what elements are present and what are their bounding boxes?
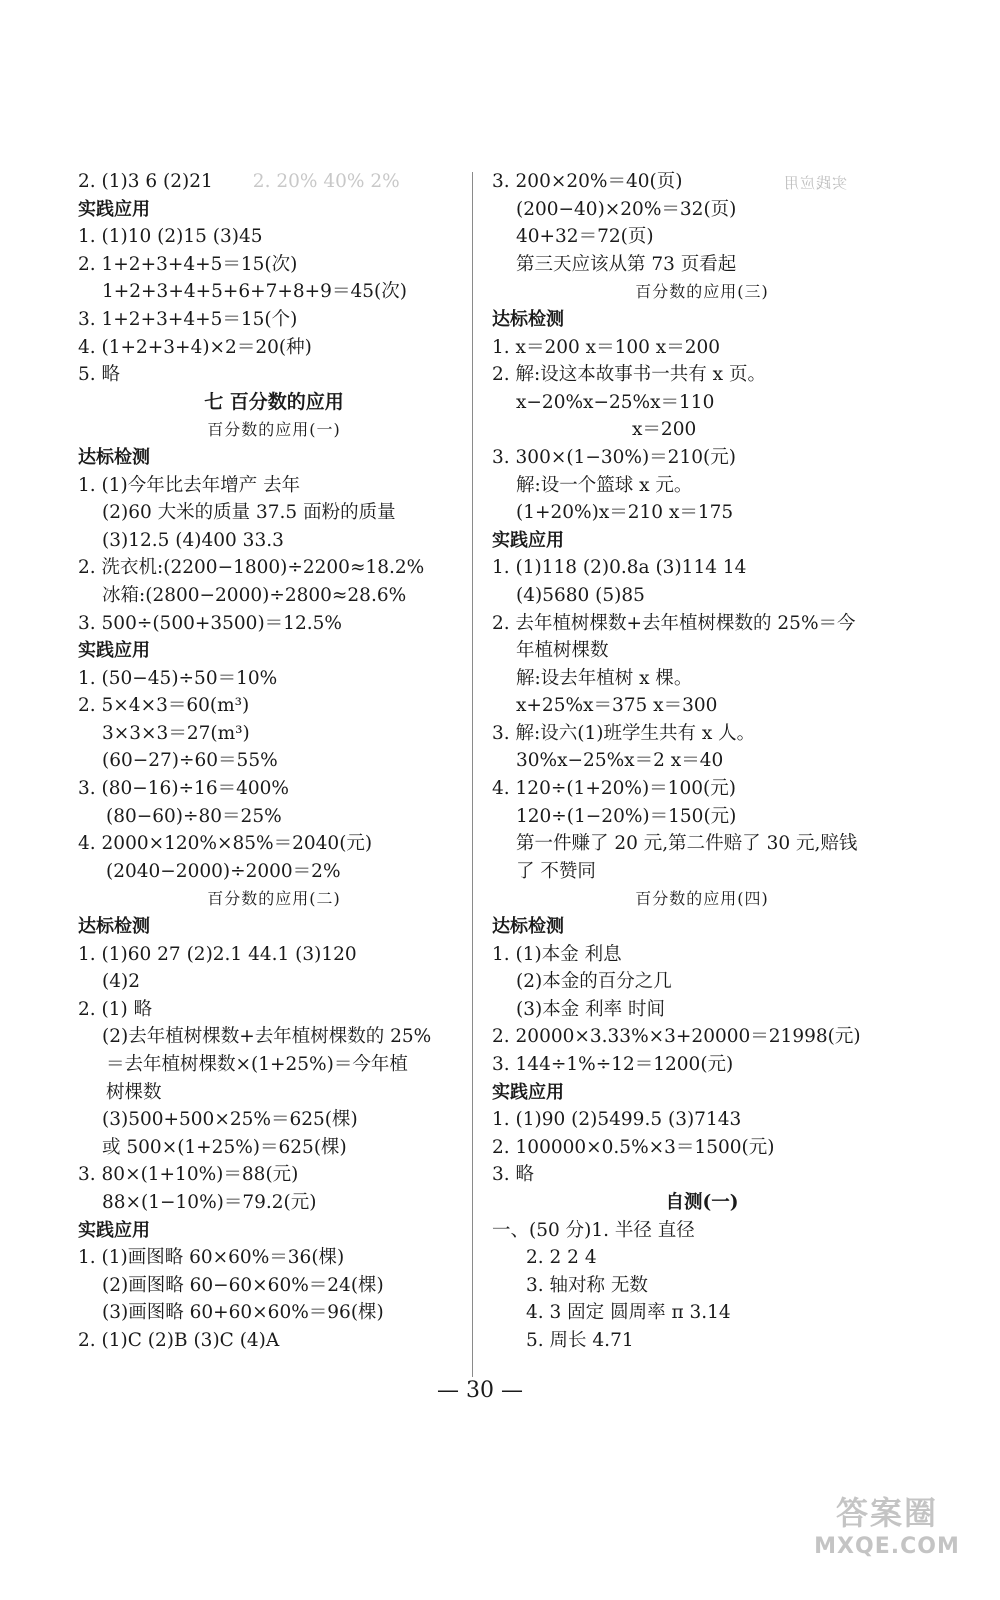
- section-heading: 达标检测: [492, 916, 564, 938]
- answer-line: 1. (1)本金 利息: [492, 943, 622, 965]
- answer-line: 4. 120÷(1+20%)＝100(元): [492, 778, 736, 800]
- answer-line: (3)本金 利率 时间: [516, 998, 665, 1020]
- section-subtitle: 百分数的应用(二): [207, 889, 341, 909]
- bleed-through-text: 2. 20% 40% 2%: [252, 171, 400, 192]
- answer-line: 1. (1)118 (2)0.8a (3)114 14: [492, 557, 747, 579]
- answer-line: (2)画图略 60−60×60%＝24(棵): [102, 1274, 384, 1296]
- answer-line: 了 不赞同: [516, 860, 596, 882]
- answer-line: 年植树棵数: [516, 640, 609, 662]
- answer-line: 4. 2000×120%×85%＝2040(元): [78, 833, 373, 855]
- chapter-title: 七 百分数的应用: [204, 390, 344, 413]
- answer-line: 第一件赚了 20 元,第二件赔了 30 元,赔钱: [516, 833, 858, 855]
- answer-line: (2)本金的百分之几: [516, 971, 672, 993]
- answer-line: 3. 解:设六(1)班学生共有 x 人。: [492, 722, 756, 744]
- answer-line: 2. 5×4×3＝60(m³): [78, 695, 250, 717]
- section-heading: 实践应用: [78, 640, 150, 662]
- answer-line: (200−40)×20%＝32(页): [516, 198, 737, 220]
- answer-line: (80−60)÷80＝25%: [106, 805, 282, 827]
- answer-line: 2. 100000×0.5%×3＝1500(元): [492, 1136, 775, 1158]
- section-heading: 实践应用: [492, 529, 564, 551]
- answer-line: 树棵数: [106, 1081, 162, 1103]
- answer-line: ＝去年植树棵数×(1+25%)＝今年植: [106, 1054, 408, 1075]
- answer-line: 2. (1) 略: [78, 998, 153, 1020]
- answer-line: 3. 500÷(500+3500)＝12.5%: [78, 612, 342, 634]
- answer-line: 1. x＝200 x＝100 x＝200: [492, 336, 721, 358]
- answer-line: 3. 300×(1−30%)＝210(元): [492, 446, 736, 468]
- answer-line: 3. 1+2+3+4+5＝15(个): [78, 308, 298, 330]
- answer-line: 2. 去年植树棵数+去年植树棵数的 25%＝今: [492, 612, 856, 634]
- answer-line: 解:设一个篮球 x 元。: [516, 474, 693, 496]
- answer-line: 1. (1)90 (2)5499.5 (3)7143: [492, 1109, 742, 1131]
- answer-line: 2. 洗衣机:(2200−1800)÷2200≈18.2%: [78, 557, 425, 579]
- section-heading: 实践应用: [492, 1081, 564, 1103]
- answer-line: 1. (50−45)÷50＝10%: [78, 667, 278, 689]
- section-subtitle: 百分数的应用(三): [635, 282, 769, 302]
- page-number: — 30 —: [437, 1378, 523, 1403]
- section-heading: 达标检测: [78, 916, 150, 938]
- section-heading: 达标检测: [78, 446, 150, 468]
- answer-line: 5. 略: [78, 364, 121, 386]
- answer-line: 5. 周长 4.71: [526, 1329, 634, 1351]
- answer-line: 2. (1)3 6 (2)21 2. 20% 40% 2%: [78, 171, 400, 192]
- answer-line: x−20%x−25%x＝110: [516, 391, 715, 413]
- section-heading: 实践应用: [78, 1219, 150, 1241]
- answer-line: (3)画图略 60+60×60%＝96(棵): [102, 1302, 384, 1324]
- answer-line: 第三天应该从第 73 页看起: [516, 253, 737, 275]
- answer-line: 2. (1)C (2)B (3)C (4)A: [78, 1329, 280, 1351]
- answer-line: 4. 3 固定 圆周率 π 3.14: [526, 1302, 731, 1324]
- section-heading: 实践应用: [78, 198, 150, 220]
- answer-line: 40+32＝72(页): [516, 226, 654, 248]
- answer-line: 4. (1+2+3+4)×2＝20(种): [78, 336, 312, 358]
- answer-line: x+25%x＝375 x＝300: [516, 695, 718, 717]
- answer-line: 3. 略: [492, 1164, 535, 1186]
- answer-line: (60−27)÷60＝55%: [102, 750, 278, 772]
- answer-line: 1. (1)画图略 60×60%＝36(棵): [78, 1247, 345, 1269]
- answer-line: 2. 解:设这本故事书一共有 x 页。: [492, 364, 766, 386]
- answer-line: 解:设去年植树 x 棵。: [516, 667, 693, 689]
- answer-line: 1. (1)今年比去年增产 去年: [78, 474, 301, 496]
- answer-line: (4)2: [102, 971, 140, 993]
- answer-line: 1+2+3+4+5+6+7+8+9＝45(次): [102, 281, 407, 303]
- section-subtitle: 自测(一): [665, 1191, 739, 1213]
- right-column: [492, 168, 912, 1355]
- answer-line: (2)60 大米的质量 37.5 面粉的质量: [102, 502, 396, 524]
- answer-line: 或 500×(1+25%)＝625(棵): [102, 1136, 347, 1158]
- section-subtitle: 百分数的应用(四): [635, 889, 769, 909]
- section-heading: 达标检测: [492, 308, 564, 330]
- answer-line: 一、(50 分)1. 半径 直径: [492, 1219, 695, 1241]
- answer-line: 冰箱:(2800−2000)÷2800≈28.6%: [102, 584, 407, 606]
- left-column: [78, 168, 470, 1355]
- answer-line: 3. 200×20%＝40(页): [492, 171, 683, 192]
- section-subtitle: 百分数的应用(一): [207, 420, 341, 440]
- answer-line: 2. 2 2 4: [526, 1247, 597, 1269]
- watermark-text: 答案圈: [835, 1494, 938, 1532]
- watermark-logo: [812, 1488, 962, 1559]
- answer-line: 30%x−25%x＝2 x＝40: [516, 750, 724, 772]
- answer-line: 2. 1+2+3+4+5＝15(次): [78, 253, 298, 275]
- answer-line: (3)12.5 (4)400 33.3: [102, 529, 284, 551]
- answer-line: 2. 20000×3.33%×3+20000＝21998(元): [492, 1026, 861, 1048]
- answer-line: 3×3×3＝27(m³): [102, 722, 250, 744]
- answer-line: (3)500+500×25%＝625(棵): [102, 1109, 358, 1131]
- answer-line: (1+20%)x＝210 x＝175: [516, 502, 734, 524]
- answer-line: 3. (80−16)÷16＝400%: [78, 778, 289, 800]
- answer-line: 88×(1−10%)＝79.2(元): [102, 1191, 317, 1213]
- answer-line: x＝200: [632, 419, 697, 441]
- watermark-url: MXQE.COM: [814, 1534, 960, 1559]
- answer-line: (4)5680 (5)85: [516, 584, 645, 606]
- answer-line: 1. (1)60 27 (2)2.1 44.1 (3)120: [78, 943, 357, 965]
- answer-line: (2)去年植树棵数+去年植树棵数的 25%: [102, 1026, 432, 1048]
- answer-line: 3. 轴对称 无数: [526, 1274, 648, 1296]
- answer-line: 120÷(1−20%)＝150(元): [516, 805, 737, 827]
- answer-line: (2040−2000)÷2000＝2%: [106, 860, 341, 882]
- answer-line: 3. 80×(1+10%)＝88(元): [78, 1164, 299, 1186]
- column-divider: [472, 172, 473, 1377]
- answer-line: 3. 144÷1%÷12＝1200(元): [492, 1054, 734, 1075]
- bleed-through-stamp: 实践应用: [783, 174, 848, 192]
- answer-line: 1. (1)10 (2)15 (3)45: [78, 226, 263, 248]
